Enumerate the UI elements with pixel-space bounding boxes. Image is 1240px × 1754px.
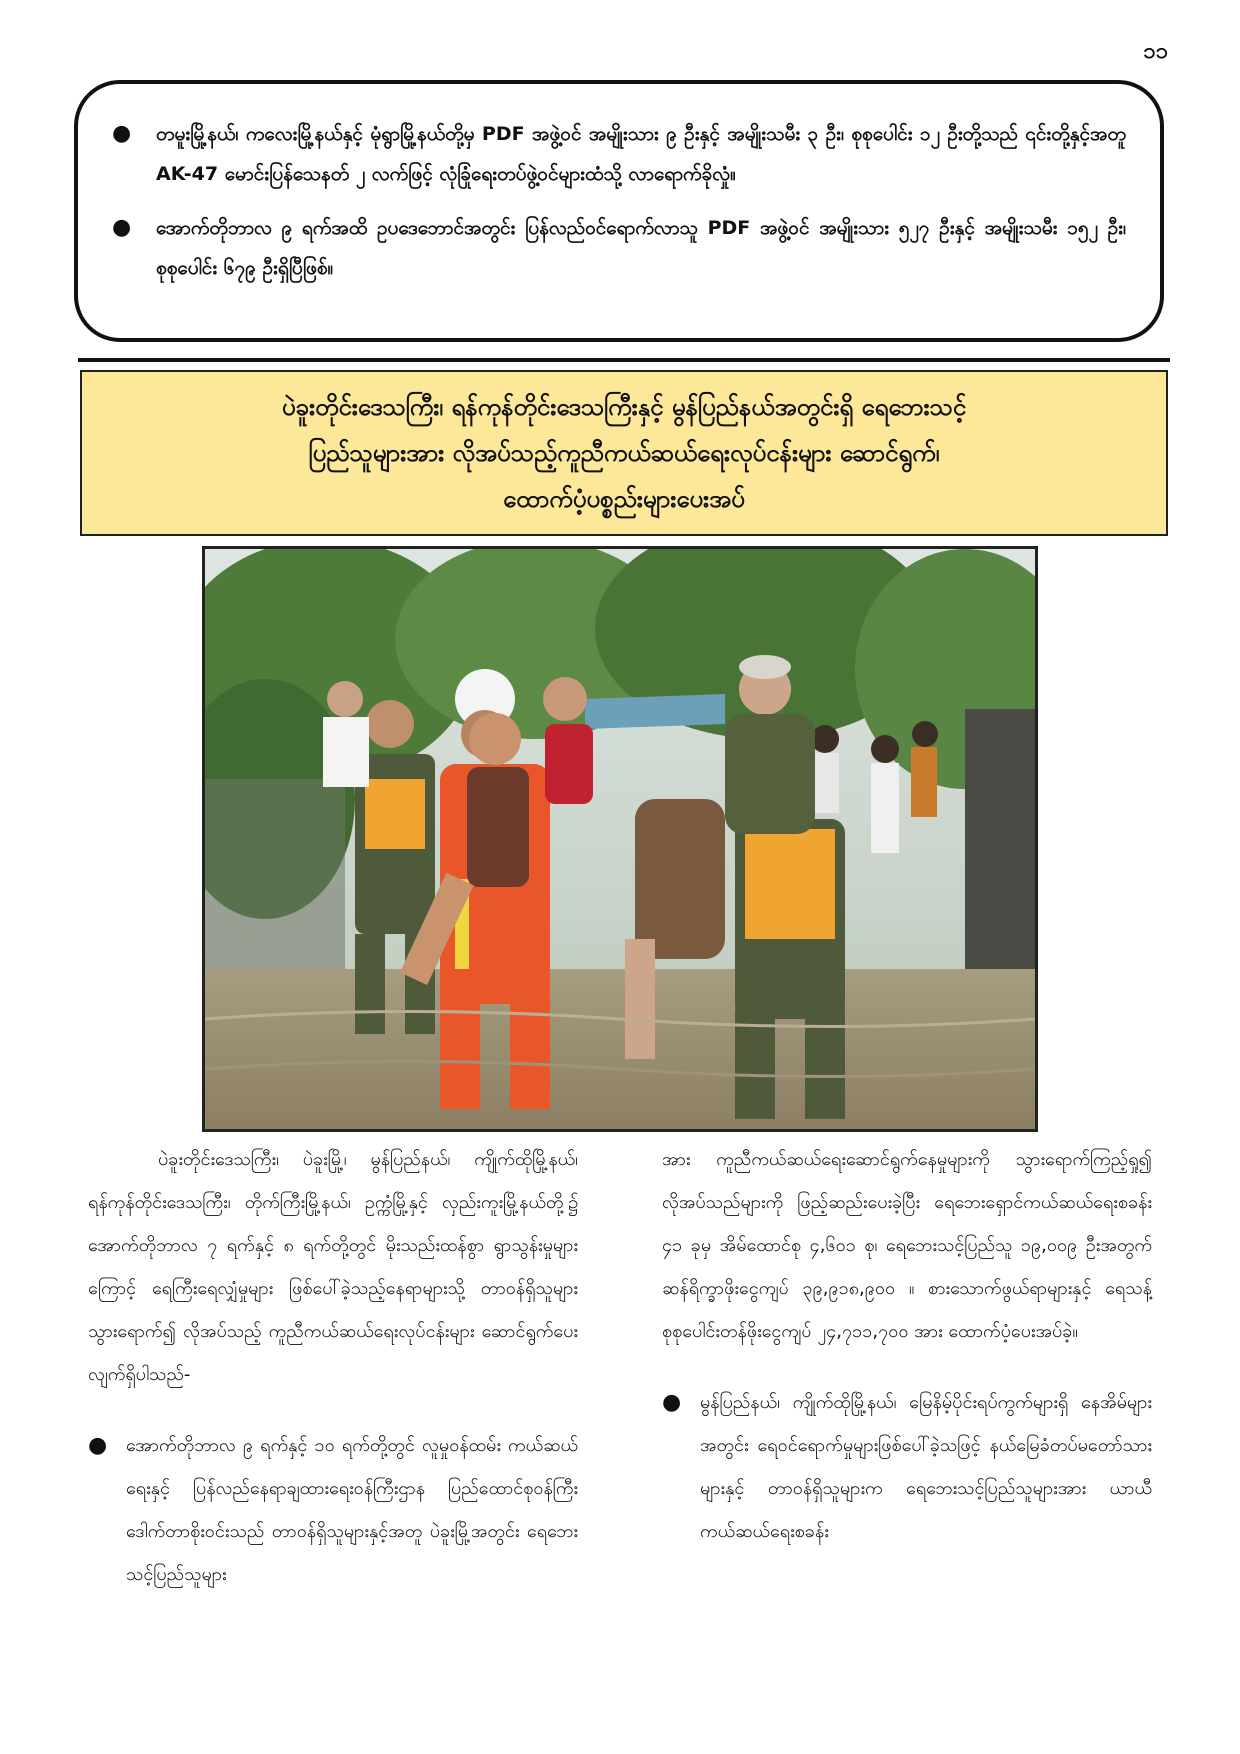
bullet-icon: ●: [662, 1390, 682, 1415]
article-column-right: [662, 1138, 1152, 1553]
flood-rescue-illustration: [205, 549, 1035, 1129]
summary-bullet: [112, 208, 1126, 288]
article-paragraph: အား ကူညီကယ်ဆယ်ရေးဆောင်ရွက်နေမှုများကို သွားရောက်ကြည့်ရှု၍ လိုအပ်သည်များကို ဖြည့်ဆည်းပေးခဲ့ပြီး ရေဘေးရှောင်ကယ်ဆယ်ရေးစခန်း ၄၁ ခုမှ အိမ်ထောင်စု ၄,၆၀၁ စု၊ ရေဘေးသင့်ပြည်သူ ၁၉,၀၀၉ ဦးအတွက် ဆန်ရိက္ခာဖိုးငွေကျပ် ၃၉,၉၁၈,၉၀၀ ။ စားသောက်ဖွယ်ရာများနှင့် ရေသန့်စုစုပေါင်းတန်ဖိုးငွေကျပ် ၂၄,၇၁၁,၇၀၀ အား ထောက်ပံ့ပေးအပ်ခဲ့။: [662, 1149, 1152, 1342]
headline-line: ပြည်သူများအား လိုအပ်သည့်ကူညီကယ်ဆယ်ရေးလုပ်ငန်းများ ဆောင်ရွက်၊: [308, 439, 940, 467]
summary-bullet-text: တမူးမြို့နယ်၊ ကလေးမြို့နယ်နှင့် မုံရွာမြို့နယ်တို့မှ PDF အဖွဲ့ဝင် အမျိုးသား ၉ ဦးနှင့် အမျိုးသမီး ၃ ဦး၊ စုစုပေါင်း ၁၂ ဦးတို့သည် ၎င်းတို့နှင့်အတူ AK-47 မောင်းပြန်သေနတ် ၂ လက်ဖြင့် လုံခြုံရေးတပ်ဖွဲ့ဝင်များထံသို့ လာရောက်ခိုလှုံ။: [156, 123, 1126, 185]
article-bullet: [88, 1424, 578, 1596]
headline-line: ထောက်ပံ့ပစ္စည်းများပေးအပ်: [503, 485, 745, 513]
article-bullet: [662, 1381, 1152, 1553]
bullet-icon: ●: [88, 1433, 108, 1458]
article-paragraph: ပဲခူးတိုင်းဒေသကြီး၊ ပဲခူးမြို့၊ မွန်ပြည်နယ်၊ ကျိုက်ထိုမြို့နယ်၊ ရန်ကုန်တိုင်းဒေသကြီး၊ တိုက်ကြီးမြို့နယ်၊ ဥက္ကံမြို့နှင့် လှည်းကူးမြို့နယ်တို့၌ အောက်တိုဘာလ ၇ ရက်နှင့် ၈ ရက်တို့တွင် မိုးသည်းထန်စွာ ရွာသွန်းမှုများကြောင့် ရေကြီးရေလျှံမှုများ ဖြစ်ပေါ်ခဲ့သည့်နေရာများသို့ တာဝန်ရှိသူများ သွားရောက်၍ လိုအပ်သည့် ကူညီကယ်ဆယ်ရေးလုပ်ငန်းများ ဆောင်ရွက်ပေးလျက်ရှိပါသည်-: [88, 1149, 578, 1385]
bullet-icon: ●: [112, 121, 132, 146]
page-number: ၁၁: [1143, 39, 1168, 64]
summary-bullet-text: အောက်တိုဘာလ ၉ ရက်အထိ ဥပဒေဘောင်အတွင်း ပြန်လည်ဝင်ရောက်လာသူ PDF အဖွဲ့ဝင် အမျိုးသား ၅၂၇ ဦးနှင့် အမျိုးသမီး ၁၅၂ ဦး၊ စုစုပေါင်း ၆၇၉ ဦးရှိပြီဖြစ်။: [156, 217, 1126, 279]
summary-bullet: [112, 114, 1126, 194]
section-divider: [78, 358, 1170, 362]
headline-line: ပဲခူးတိုင်းဒေသကြီး၊ ရန်ကုန်တိုင်းဒေသကြီးနှင့် မွန်ပြည်နယ်အတွင်းရှိ ရေဘေးသင့်: [281, 393, 967, 421]
article-bullet-text: မွန်ပြည်နယ်၊ ကျိုက်ထိုမြို့နယ်၊ မြေနိမ့်ပိုင်းရပ်ကွက်များရှိ နေအိမ်များအတွင်း ရေဝင်ရောက်မှုများဖြစ်ပေါ်ခဲ့သဖြင့် နယ်မြေခံတပ်မတော်သားများနှင့် တာဝန်ရှိသူများက ရေဘေးသင့်ပြည်သူများအား ယာယီကယ်ဆယ်ရေးစခန်း: [700, 1392, 1152, 1542]
summary-box: [74, 80, 1164, 342]
bullet-icon: ●: [112, 215, 132, 240]
article-bullet-text: အောက်တိုဘာလ ၉ ရက်နှင့် ၁၀ ရက်တို့တွင် လူမှုဝန်ထမ်း ကယ်ဆယ်ရေးနှင့် ပြန်လည်နေရာချထားရေးဝန်ကြီးဌာန ပြည်ထောင်စုဝန်ကြီး ဒေါက်တာစိုးဝင်းသည် တာဝန်ရှိသူများနှင့်အတူ ပဲခူးမြို့အတွင်း ရေဘေးသင့်ပြည်သူများ: [126, 1435, 578, 1585]
article-column-left: [88, 1138, 578, 1596]
flood-rescue-photo: [202, 546, 1038, 1132]
article-headline: [80, 370, 1168, 536]
